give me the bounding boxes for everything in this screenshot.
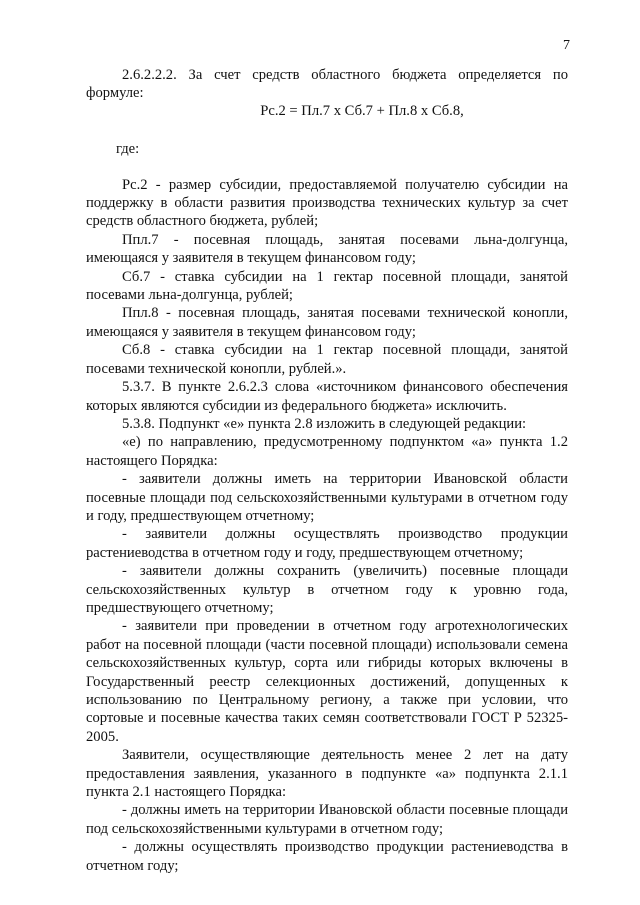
paragraph-ppl7: Ппл.7 - посевная площадь, занятая посевами льна-долгунца, имеющаяся у заявителя в текущем финансовом году; — [86, 231, 568, 267]
list-item: - заявители при проведении в отчетном году агротехнологических работ на посевной площади (части посевной площади) использовали семена сельскохозяйственных культур, сорта или гибриды которых включены в Государственный реестр селекционных достижений, допущенных к использованию по Центральному региону, а также при условии, что сортовые и посевные качества таких семян соответствовали ГОСТ Р 52325-2005. — [86, 618, 568, 745]
list-item: - должны иметь на территории Ивановской области посевные площади под сельскохозяйственными культурами в отчетном году; — [86, 802, 568, 837]
document-body — [86, 66, 568, 875]
paragraph-sb8: Сб.8 - ставка субсидии на 1 гектар посевной площади, занятой посевами технической конопли, рублей.». — [86, 342, 568, 377]
paragraph-5-3-7: 5.3.7. В пункте 2.6.2.3 слова «источником финансового обеспечения которых являются субсидии из федерального бюджета» исключить. — [86, 379, 568, 414]
paragraph-sb7: Сб.7 - ставка субсидии на 1 гектар посевной площади, занятой посевами льна-долгунца, рублей; — [86, 268, 568, 304]
list-item: - заявители должны осуществлять производство продукции растениеводства в отчетном году и году, предшествующем отчетному; — [86, 526, 568, 561]
page-number: 7 — [563, 38, 570, 53]
paragraph-ppl8: Ппл.8 - посевная площадь, занятая посевами технической конопли, имеющаяся у заявителя в текущем финансовом году; — [86, 305, 568, 340]
paragraph-subpoint-e: «е) по направлению, предусмотренному подпунктом «а» пункта 1.2 настоящего Порядка: — [86, 434, 568, 469]
list-item: - заявители должны сохранить (увеличить) посевные площади сельскохозяйственных культур в отчетном году к уровню года, предшествующего отчетному; — [86, 563, 568, 616]
paragraph-intro: 2.6.2.2.2. За счет средств областного бюджета определяется по формуле: — [86, 67, 568, 102]
list-item: - заявители должны иметь на территории Ивановской области посевные площади под сельскохозяйственными культурами в отчетном году и году, предшествующем отчетному; — [86, 471, 568, 524]
paragraph-rs2: Рс.2 - размер субсидии, предоставляемой получателю субсидии на поддержку в области развития производства технических культур за счет средств областного бюджета, рублей; — [86, 176, 568, 230]
formula: Рс.2 = Пл.7 х Сб.7 + Пл.8 х Сб.8, — [260, 102, 464, 119]
paragraph-5-3-8: 5.3.8. Подпункт «е» пункта 2.8 изложить в следующей редакции: — [122, 415, 527, 432]
paragraph-applicants-under-2-years: Заявители, осуществляющие деятельность менее 2 лет на дату предоставления заявления, указанного в подпункте «а» подпункта 2.1.1 пункта 2.1 настоящего Порядка: — [86, 747, 568, 801]
where-label: где: — [116, 141, 140, 158]
list-item: - должны осуществлять производство продукции растениеводства в отчетном году; — [86, 839, 568, 874]
